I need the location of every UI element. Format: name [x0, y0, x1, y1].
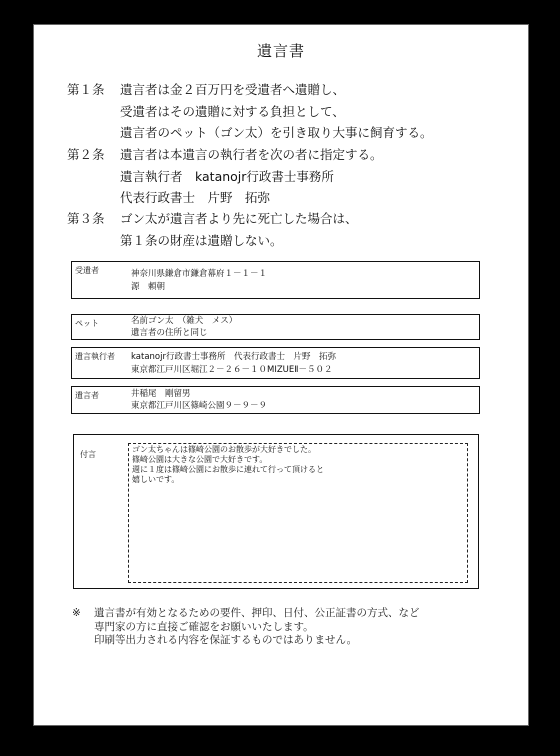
notes-line-3: 週に１度は篠崎公園にお散歩に連れて行って頂けると: [132, 465, 324, 474]
beneficiary-label: 受遺者: [75, 266, 99, 275]
article-1-line-3: 遺言者のペット（ゴン太）を引き取り大事に飼育する。: [120, 125, 433, 140]
notes-line-2: 篠崎公園は大きな公園で大好きです。: [132, 455, 268, 464]
article-3-label: 第３条: [67, 211, 105, 226]
disclaimer-line-2: 専門家の方に直接ご確認をお願いいたします。: [94, 620, 314, 633]
pet-address: 遺言者の住所と同じ: [131, 328, 208, 338]
pet-box: [71, 314, 480, 340]
article-3-line-1: ゴン太が遺言者より先に死亡した場合は、: [120, 211, 358, 226]
article-2: [67, 144, 383, 209]
executor-box: [71, 347, 480, 379]
beneficiary-address: 神奈川県鎌倉市鎌倉幕府１－１－１: [131, 269, 268, 279]
beneficiary-box: [71, 261, 480, 299]
notes-label: 付言: [80, 450, 96, 459]
testator-label: 遺言者: [75, 391, 99, 400]
article-2-label: 第２条: [67, 147, 105, 162]
notes-text-area[interactable]: [128, 443, 468, 583]
article-1-line-1: 遺言者は金２百万円を受遺者へ遺贈し、: [120, 82, 346, 97]
executor-name: katanojr行政書士事務所 代表行政書士 片野 拓弥: [131, 352, 336, 362]
article-1-line-2: 受遺者はその遺贈に対する負担として、: [120, 103, 345, 119]
article-1-label: 第１条: [67, 82, 105, 97]
note-mark: ※: [72, 607, 81, 619]
disclaimer-line-3: 印刷等出力される内容を保証するものではありません。: [94, 634, 358, 646]
executor-label: 遺言執行者: [75, 352, 115, 361]
disclaimer-line-1: 遺言書が有効となるための要件、押印、日付、公正証書の方式、など: [94, 607, 420, 619]
notes-box: [73, 434, 479, 589]
document-page: [33, 24, 529, 726]
article-3: [67, 208, 358, 251]
testator-name: 井稲尾 剛留男: [131, 389, 191, 399]
executor-address: 東京都江戸川区堀江２－２６－１０MIZUEⅡ－５０２: [131, 365, 333, 375]
article-3-line-2: 第１条の財産は遺贈しない。: [120, 232, 283, 248]
pet-label: ペット: [75, 319, 99, 328]
article-2-line-2: 遺言執行者 katanojr行政書士事務所: [120, 168, 334, 184]
notes-line-4: 嬉しいです。: [132, 475, 180, 484]
article-2-line-1: 遺言者は本遺言の執行者を次の者に指定する。: [120, 147, 383, 162]
disclaimer: [72, 607, 420, 648]
testator-box: [71, 386, 480, 414]
testator-address: 東京都江戸川区篠崎公園９－９－９: [131, 401, 268, 411]
beneficiary-name: 源 頼朝: [131, 282, 166, 292]
pet-name: 名前ゴン太 （雑犬 メス）: [131, 316, 238, 326]
notes-line-1: ゴン太ちゃんは篠崎公園のお散歩が大好きでした。: [132, 445, 316, 454]
document-title: 遺言書: [256, 42, 305, 60]
article-1: [67, 79, 433, 144]
article-2-line-3: 代表行政書士 片野 拓弥: [120, 190, 271, 205]
